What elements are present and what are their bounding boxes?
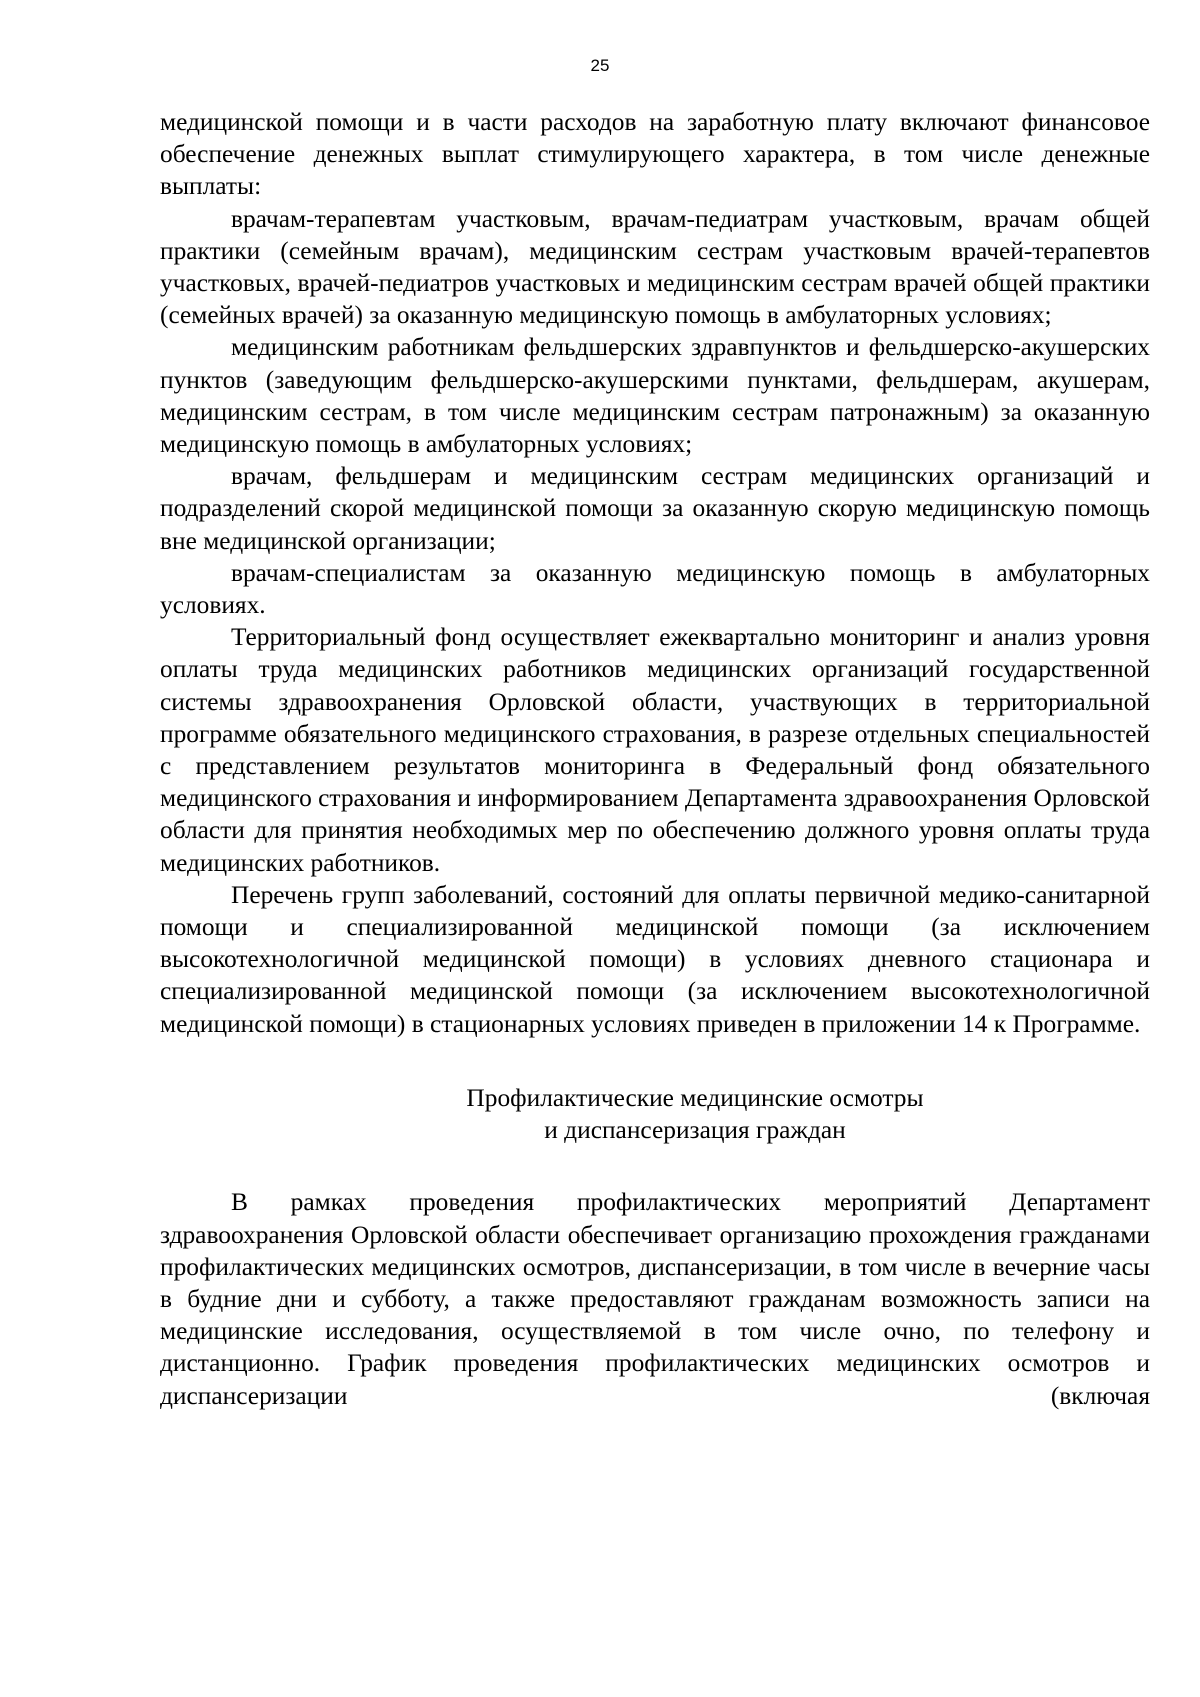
paragraph-intro: медицинской помощи и в части расходов на заработную плату включают финансовое обеспечение денежных выплат стимулирующего характера, в том числе денежные выплаты:	[160, 108, 1150, 201]
paragraph-payments-specialists: врачам-специалистам за оказанную медицинскую помощь в амбулаторных условиях.	[160, 558, 1150, 620]
section-heading	[160, 1082, 1150, 1146]
paragraph-payments-district-doctors: врачам-терапевтам участковым, врачам-педиатрам участковым, врачам общей практики (семейным врачам), медицинским сестрам участковым врачей-терапевтов участковых, врачей-педиатров участковых и медицинским сестрам врачей общей практики (семейных врачей) за оказанную медицинскую помощь в амбулаторных условиях;	[160, 204, 1150, 330]
paragraph-disease-groups: Перечень групп заболеваний, состояний для оплаты первичной медико-санитарной помощи и специализированной медицинской помощи (за исключением высокотехнологичной медицинской помощи) в условиях дневного стационара и специализированной медицинской помощи (за исключением высокотехнологичной медицинской помощи) в стационарных условиях приведен в приложении 14 к Программе.	[160, 880, 1150, 1038]
paragraph-payments-feldsher-stations: медицинским работникам фельдшерских здравпунктов и фельдшерско-акушерских пунктов (заведующим фельдшерско-акушерскими пунктами, фельдшерам, акушерам, медицинским сестрам, в том числе медицинским сестрам патронажным) за оказанную медицинскую помощь в амбулаторных условиях;	[160, 333, 1150, 459]
page-number: 25	[590, 56, 610, 75]
section-heading-line-2: и диспансеризация граждан	[544, 1116, 846, 1145]
paragraph-monitoring: Территориальный фонд осуществляет ежеквартально мониторинг и анализ уровня оплаты труда медицинских работников медицинских организаций государственной системы здравоохранения Орловской области, участвующих в территориальной программе обязательного медицинского страхования, в разрезе отдельных специальностей с представлением результатов мониторинга в Федеральный фонд обязательного медицинского страхования и информированием Департамента здравоохранения Орловской области для принятия необходимых мер по обеспечению должного уровня оплаты труда медицинских работников.	[160, 623, 1150, 877]
paragraph-payments-ambulance: врачам, фельдшерам и медицинским сестрам медицинских организаций и подразделений скорой медицинской помощи за оказанную скорую медицинскую помощь вне медицинской организации;	[160, 462, 1150, 555]
page-body	[160, 106, 1150, 1412]
section-heading-line-1: Профилактические медицинские осмотры	[466, 1083, 924, 1112]
paragraph-preventive-measures: В рамках проведения профилактических мероприятий Департамент здравоохранения Орловской области обеспечивает организацию прохождения гражданами профилактических медицинских осмотров, диспансеризации, в том числе в вечерние часы в будние дни и субботу, а также предоставляют гражданам возможность записи на медицинские исследования, осуществляемой в том числе очно, по телефону и дистанционно. График проведения профилактических медицинских осмотров и диспансеризации (включая	[160, 1188, 1150, 1410]
